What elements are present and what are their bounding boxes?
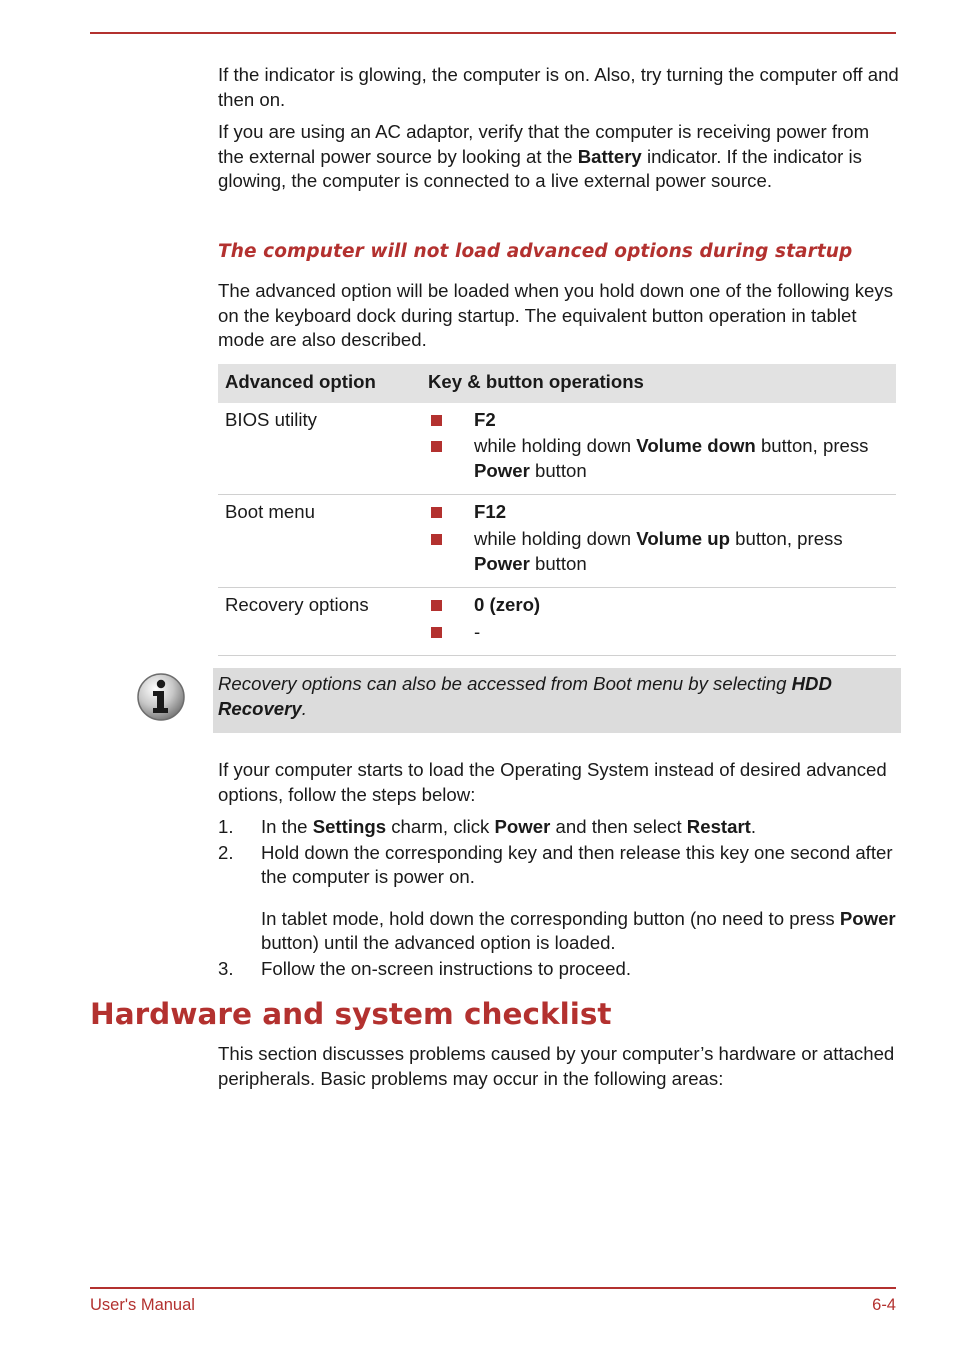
advanced-options-table: [218, 364, 896, 656]
os-paragraph: If your computer starts to load the Operating System instead of desired advanced options, follow the steps below:: [218, 759, 887, 805]
list-item: 0 (zero): [428, 593, 896, 618]
section-paragraph: This section discusses problems caused by your computer’s hardware or attached peripherals. Basic problems may occur in the following areas:: [218, 1043, 895, 1089]
info-icon: [136, 672, 186, 722]
step-sub-paragraph: In tablet mode, hold down the corresponding button (no need to press Power button) until the advanced option is loaded.: [261, 907, 896, 954]
footer-left: User's Manual: [90, 1296, 195, 1314]
bullet-square-icon: [431, 507, 442, 518]
option-cell: Boot menu: [218, 495, 421, 588]
table-row: [218, 588, 896, 656]
bottom-rule: [90, 1287, 896, 1289]
list-item: 1. In the Settings charm, click Power and then select Restart.: [218, 816, 757, 837]
list-item: 2. Hold down the corresponding key and then release this key one second after the computer is power on. In tablet mode, hold down the corresponding button (no need to press Power button) until the advanced option is loaded.: [218, 841, 900, 956]
note-text: Recovery options can also be accessed from Boot menu by selecting HDD Recovery.: [218, 673, 832, 719]
bullet-square-icon: [431, 627, 442, 638]
table-row: [218, 403, 896, 495]
option-cell: BIOS utility: [218, 403, 421, 495]
bullet-square-icon: [431, 534, 442, 545]
list-item: 3. Follow the on-screen instructions to proceed.: [218, 957, 631, 979]
table-row: [218, 495, 896, 588]
section-title: Hardware and system checklist: [90, 997, 612, 1031]
operations-cell: [421, 495, 896, 588]
table-header-row: [218, 364, 896, 403]
steps-list: [218, 815, 900, 983]
list-item: F2: [428, 408, 896, 433]
option-cell: Recovery options: [218, 588, 421, 656]
list-item: F12: [428, 500, 896, 525]
bullet-square-icon: [431, 415, 442, 426]
intro-paragraph-2: If you are using an AC adaptor, verify that the computer is receiving power from the external power source by looking at the Battery indicator. If the indicator is glowing, the computer is connected to a live external power source.: [218, 121, 870, 192]
subheading: The computer will not load advanced options during startup: [218, 241, 853, 262]
operations-cell: [421, 403, 896, 495]
list-item: while holding down Volume down button, press Power button: [428, 434, 896, 483]
bullet-square-icon: [431, 441, 442, 452]
intro-paragraph-1: If the indicator is glowing, the computer is on. Also, try turning the computer off and then on.: [218, 64, 899, 110]
top-rule: [90, 32, 896, 34]
operations-cell: [421, 588, 896, 656]
header-key-button-operations: Key & button operations: [421, 364, 896, 403]
list-item: while holding down Volume up button, press Power button: [428, 527, 896, 576]
bullet-square-icon: [431, 600, 442, 611]
note-box: [213, 668, 901, 733]
header-advanced-option: Advanced option: [218, 364, 421, 403]
battery-term: Battery: [577, 145, 642, 167]
startup-paragraph: The advanced option will be loaded when you hold down one of the following keys on the keyboard dock during startup. The equivalent button operation in tablet mode are also described.: [218, 280, 893, 351]
footer-page-number: 6-4: [872, 1296, 896, 1314]
list-item: -: [428, 620, 896, 645]
